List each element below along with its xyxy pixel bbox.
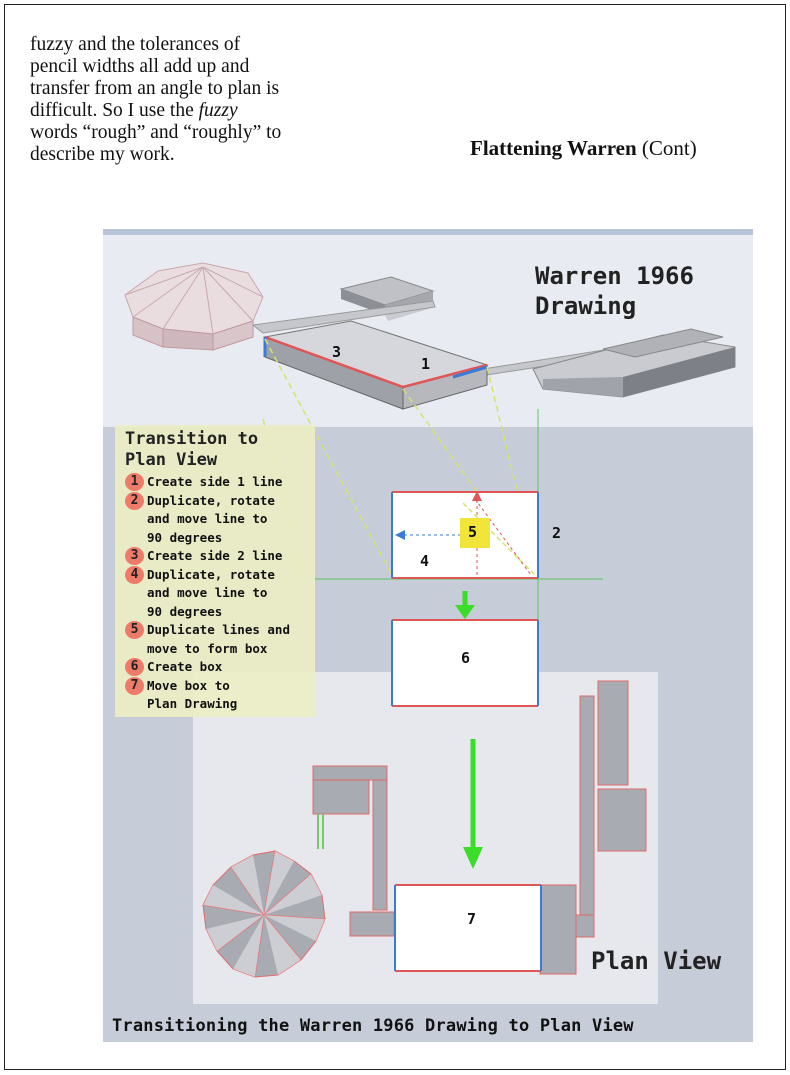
figure-caption: Transitioning the Warren 1966 Drawing to Plan View <box>112 1016 634 1036</box>
legend-step <box>125 473 311 492</box>
construction-box <box>392 491 538 578</box>
step-text: Duplicate, rotate <box>147 566 275 582</box>
box6-label: 6 <box>461 649 471 667</box>
drawing-title-line: Drawing <box>535 292 637 320</box>
box-side4-label: 4 <box>420 552 430 570</box>
legend-step <box>125 566 311 622</box>
intro-italic-word: fuzzy <box>198 100 238 121</box>
box-side2-label: 2 <box>552 524 562 542</box>
page-title <box>470 136 697 161</box>
step-text: move to form box <box>147 640 268 656</box>
box-7 <box>395 885 541 971</box>
intro-text-part: difficult. So I use the <box>30 100 199 121</box>
step-text: Plan Drawing <box>147 696 238 711</box>
legend-step <box>125 621 311 658</box>
step-text: and move line to <box>147 511 268 526</box>
box-center5-label: 5 <box>468 523 478 541</box>
intro-line: pencil widths all add up and <box>30 56 250 77</box>
step-text: 90 degrees <box>147 603 223 619</box>
step-text: Move box to <box>147 677 230 693</box>
box7-label: 7 <box>467 910 477 928</box>
step-badge: 5 <box>125 621 144 639</box>
step-badge: 7 <box>125 677 144 695</box>
step-badge: 3 <box>125 547 144 565</box>
legend-title-line: Transition to <box>125 429 259 449</box>
transition-legend <box>115 425 315 717</box>
intro-line <box>30 100 330 122</box>
intro-line: transfer from an angle to plan is <box>30 78 280 99</box>
legend-step <box>125 547 311 566</box>
step-text: 90 degrees <box>147 529 223 545</box>
legend-step <box>125 492 311 548</box>
step-badge: 2 <box>125 492 144 510</box>
figure-top-border <box>103 229 753 235</box>
drawing-title-line: Warren 1966 <box>535 262 694 290</box>
step-badge: 1 <box>125 473 144 491</box>
transition-figure <box>103 229 753 1042</box>
page-title-main: Flattening Warren <box>470 136 637 160</box>
intro-paragraph <box>30 34 330 166</box>
step-text: Create side 2 line <box>147 548 283 563</box>
intro-line: describe my work. <box>30 144 175 165</box>
step-text: Create side 1 line <box>147 474 283 489</box>
intro-line: words “rough” and “roughly” to <box>30 122 282 143</box>
step-text: Duplicate, rotate <box>147 492 275 508</box>
side1-label: 1 <box>421 355 431 373</box>
legend-step <box>125 677 311 714</box>
legend-title-line: Plan View <box>125 450 218 470</box>
step-text: Create box <box>147 659 223 674</box>
page-title-suffix: (Cont) <box>636 136 697 160</box>
legend-step <box>125 658 311 677</box>
side3-label: 3 <box>332 343 342 361</box>
step-badge: 4 <box>125 566 144 584</box>
step-text: and move line to <box>147 585 268 600</box>
drawing-title <box>535 261 694 321</box>
step-badge: 6 <box>125 658 144 676</box>
legend-title <box>125 429 311 471</box>
step-text: Duplicate lines and <box>147 622 290 637</box>
plan-view-label: Plan View <box>591 947 722 975</box>
intro-line: fuzzy and the tolerances of <box>30 34 241 55</box>
